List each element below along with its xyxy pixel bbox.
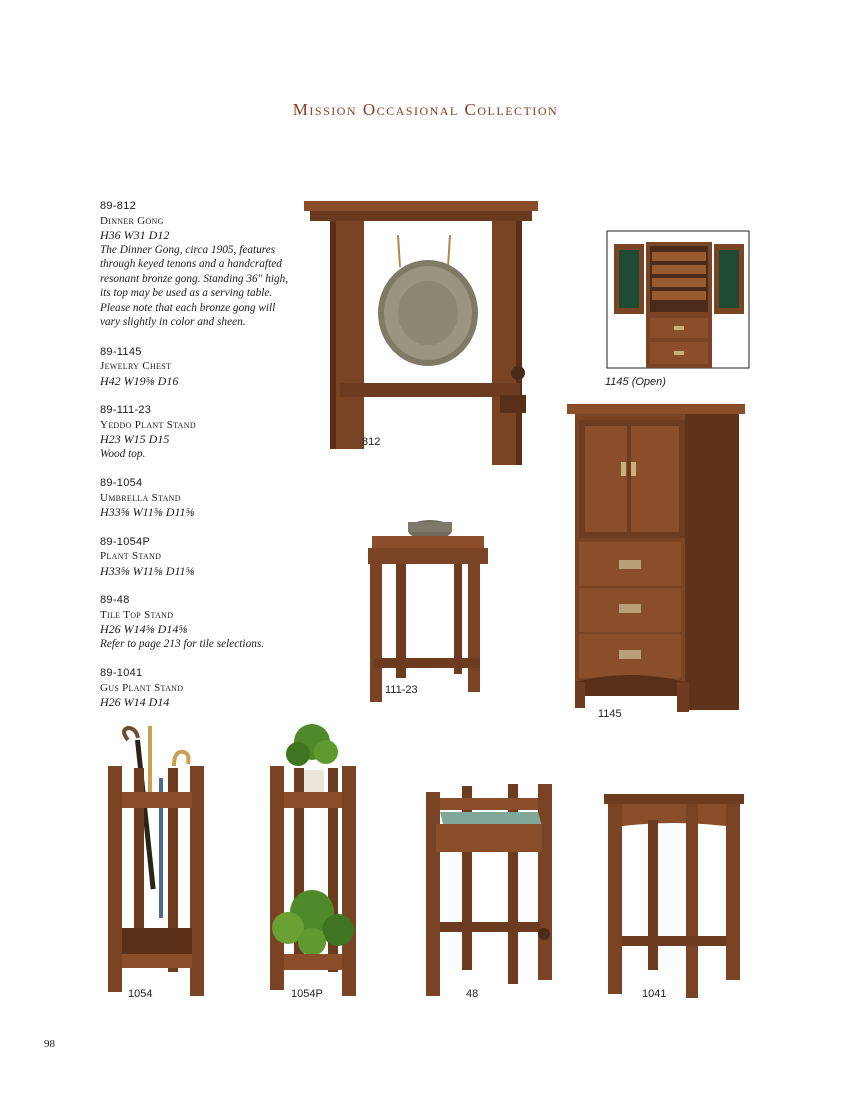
dimensions: H26 W14⅝ D14⅝: [100, 622, 188, 636]
spec-1054: [100, 476, 315, 520]
dimensions: H42 W19⅝ D16: [100, 373, 179, 388]
jewelry-chest-image: [565, 400, 747, 718]
product-name: Umbrella Stand: [100, 491, 181, 504]
desc-line: The Dinner Gong, circa 1905, features: [100, 243, 276, 256]
caption-111-23: 111-23: [385, 684, 418, 696]
page-number: 98: [44, 1038, 55, 1050]
sku: 89-48: [100, 594, 130, 606]
gus-plant-stand-image: [600, 790, 748, 1000]
desc-line: Please note that each bronze gong will: [100, 301, 276, 314]
dinner-gong-image: [300, 195, 545, 470]
desc-line: vary slightly in color and sheen.: [100, 316, 246, 328]
tile-top-stand-image: [422, 776, 556, 1002]
product-name: Tile Top Stand: [100, 608, 174, 621]
spec-1054p: [100, 535, 315, 579]
yeddo-plant-stand-image: [364, 518, 492, 706]
caption-812: 812: [362, 436, 381, 448]
jewelry-chest-open-image: [606, 230, 750, 370]
desc-line: through keyed tenons and a handcrafted: [100, 258, 282, 270]
dimensions: H33⅝ W11⅝ D11⅝: [100, 563, 195, 578]
desc-line: its top may be used as a serving table.: [100, 287, 273, 299]
product-specs: [100, 199, 315, 725]
umbrella-stand-image: [104, 718, 208, 1000]
sku: 89-111-23: [100, 404, 152, 416]
spec-1145: [100, 345, 315, 389]
caption-1145-open: 1145 (Open): [605, 376, 666, 388]
spec-111-23: [100, 403, 315, 461]
dimensions: H33⅝ W11⅝ D11⅝: [100, 505, 195, 519]
caption-1054p: 1054P: [291, 988, 323, 1000]
caption-48: 48: [466, 988, 479, 1000]
spec-1041: [100, 666, 315, 710]
spec-812: [100, 199, 315, 330]
dimensions: H26 W14 D14: [100, 695, 170, 709]
product-name: Jewelry Chest: [100, 360, 172, 372]
sku: 89-812: [100, 200, 137, 212]
desc-line: resonant bronze gong. Standing 36" high,: [100, 272, 289, 285]
dimensions: H36 W31 D12: [100, 228, 170, 242]
sku: 89-1054: [100, 477, 143, 489]
caption-1041: 1041: [642, 988, 667, 1000]
product-name: Yeddo Plant Stand: [100, 418, 196, 431]
sku: 89-1145: [100, 345, 142, 358]
product-name: Gus Plant Stand: [100, 681, 184, 694]
product-name: Plant Stand: [100, 550, 162, 562]
desc-line: Refer to page 213 for tile selections.: [100, 637, 265, 650]
plant-stand-image: [254, 716, 372, 1000]
sku: 89-1041: [100, 667, 143, 679]
dimensions: H23 W15 D15: [100, 432, 170, 446]
caption-1145: 1145: [598, 708, 622, 720]
product-name: Dinner Gong: [100, 214, 164, 227]
spec-48: [100, 593, 315, 651]
sku: 89-1054P: [100, 535, 151, 548]
page-title: Mission Occasional Collection: [292, 100, 559, 119]
desc-line: Wood top.: [100, 447, 146, 460]
caption-1054: 1054: [128, 988, 153, 1000]
